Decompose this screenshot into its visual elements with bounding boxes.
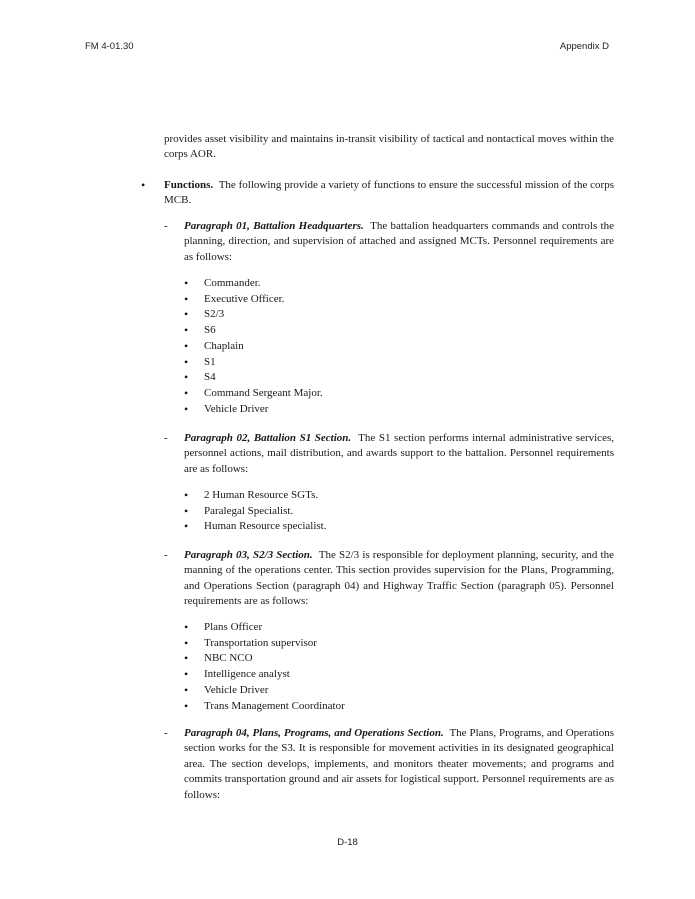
intro-paragraph: provides asset visibility and maintains in-transit visibility of tactical and nontactical moves within the corps AOR. — [164, 133, 614, 161]
list-item: • 2 Human Resource SGTs. — [184, 488, 327, 504]
functions-text: The following provide a variety of functions to ensure the successful mission of the corps MCB. — [164, 179, 614, 207]
list-item: • NBC NCO — [184, 651, 345, 667]
paragraph-01 — [164, 219, 614, 265]
list-item: • S1 — [184, 355, 323, 371]
list-item: • Human Resource specialist. — [184, 519, 327, 535]
functions-title: Functions. — [164, 179, 214, 191]
list-item: • Plans Officer — [184, 620, 345, 636]
dash-marker: - — [164, 220, 168, 232]
paragraph-02-text: The S1 section performs internal administrative services, personnel actions, mail distribution, and awards support to the battalion. Personnel requirements are as follows: — [184, 432, 614, 475]
list-item: • S2/3 — [184, 307, 323, 323]
paragraph-02-list — [184, 488, 327, 535]
paragraph-01-text: The battalion headquarters commands and controls the planning, direction, and supervision of attached and assigned MCTs. Personnel requirements are as follows: — [184, 220, 614, 263]
dash-marker: - — [164, 549, 168, 561]
dash-marker: - — [164, 727, 168, 739]
paragraph-02-lead: Paragraph 02, Battalion S1 Section. — [184, 432, 352, 444]
functions-paragraph — [164, 178, 614, 209]
paragraph-03-text: The S2/3 is responsible for deployment planning, security, and the manning of the operations center. This section provides supervision for the Plans, Programming, and Operations Section (paragraph 04) and Highway Traffic Section (paragraph 05). Personnel requirements are as follows: — [184, 549, 614, 608]
list-item: • Vehicle Driver — [184, 683, 345, 699]
dash-marker: - — [164, 432, 168, 444]
list-item: • Intelligence analyst — [184, 667, 345, 683]
running-header-left: FM 4-01.30 — [85, 41, 134, 52]
paragraph-04-lead: Paragraph 04, Plans, Programs, and Operations Section. — [184, 727, 444, 739]
paragraph-02 — [164, 431, 614, 477]
paragraph-03-list — [184, 620, 345, 714]
list-item: • Transportation supervisor — [184, 636, 345, 652]
list-item: • Executive Officer. — [184, 292, 323, 308]
list-item: • S4 — [184, 370, 323, 386]
list-item: • Chaplain — [184, 339, 323, 355]
running-header-right: Appendix D — [559, 41, 609, 52]
list-item: • Command Sergeant Major. — [184, 386, 323, 402]
page-number: D-18 — [337, 837, 358, 848]
paragraph-01-lead: Paragraph 01, Battalion Headquarters. — [184, 220, 364, 232]
list-item: • Paralegal Specialist. — [184, 504, 327, 520]
list-item: • Commander. — [184, 276, 323, 292]
paragraph-03 — [164, 548, 614, 610]
paragraph-04 — [164, 726, 614, 803]
list-item: • Vehicle Driver — [184, 402, 323, 418]
paragraph-04-text: The Plans, Programs, and Operations section works for the S3. It is responsible for movement activities in its designated geographical area. The section develops, implements, and monitors theater movements; and programs and commits transportation ground and air assets for logistical support. Personnel requirements are as follows: — [184, 727, 614, 801]
functions-bullet: • — [141, 178, 146, 192]
paragraph-01-list — [184, 276, 323, 417]
list-item: • Trans Management Coordinator — [184, 699, 345, 715]
list-item: • S6 — [184, 323, 323, 339]
paragraph-03-lead: Paragraph 03, S2/3 Section. — [184, 549, 313, 561]
